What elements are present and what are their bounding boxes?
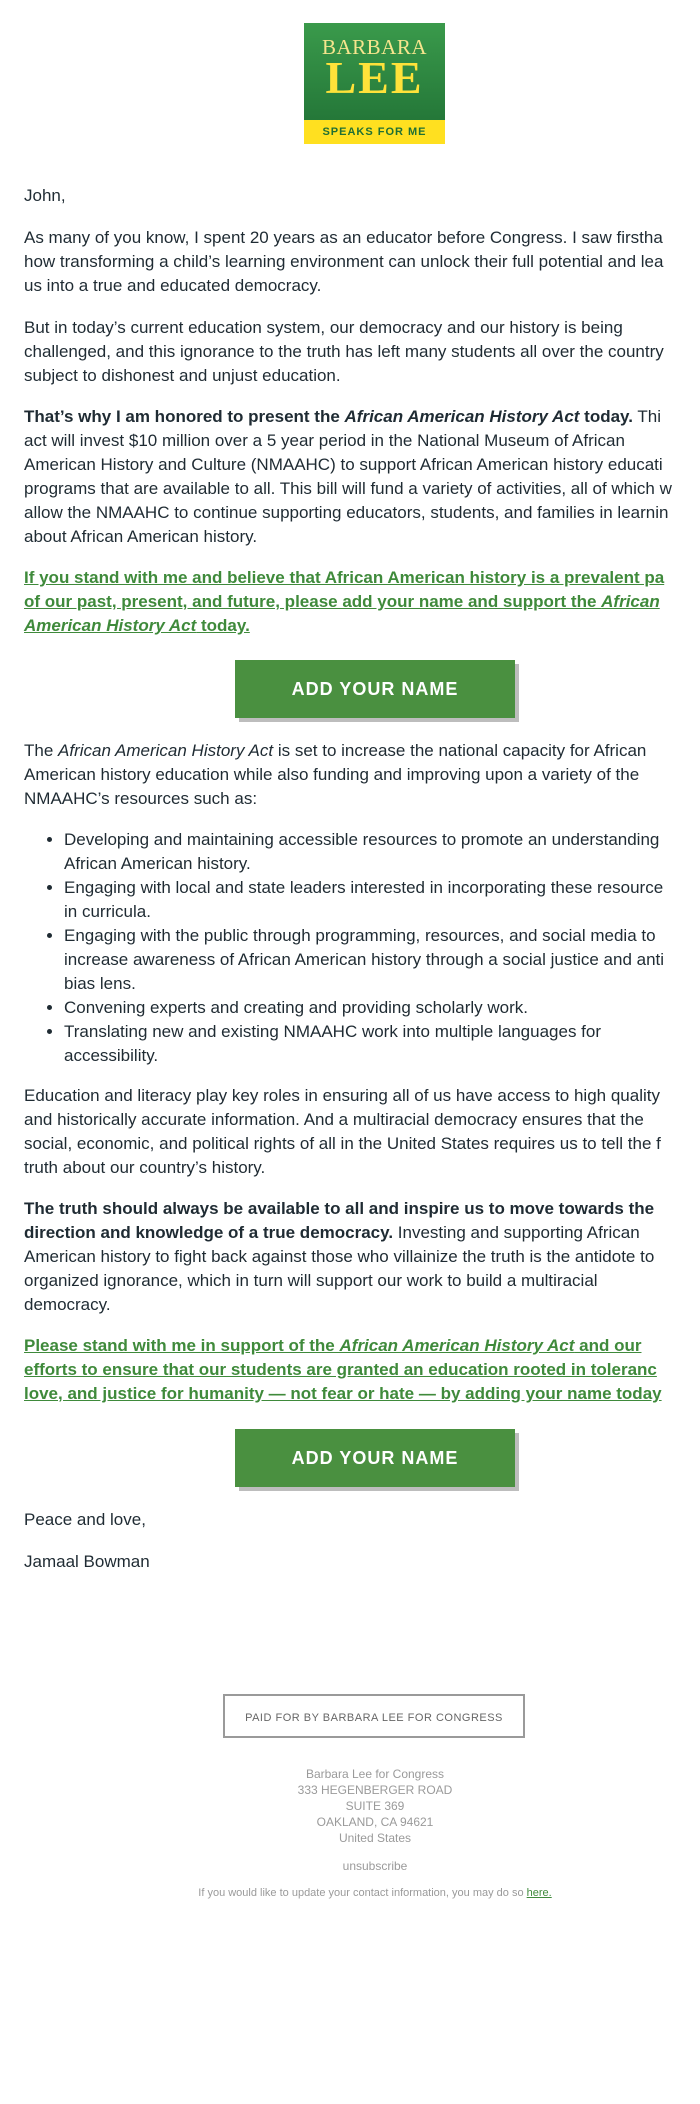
list-item: • Engaging with local and state leaders interested in incorporating these resource in curricula.: [64, 876, 664, 924]
footer-org: Barbara Lee for Congress: [305, 1767, 445, 1781]
paragraph-1: As many of you know, I spent 20 years as an educator before Congress. I saw firstha how transforming a child’s learning environment can unlock their full potential and lea us into a true and educated democracy.: [24, 228, 664, 295]
closing: Peace and love,: [24, 1510, 146, 1529]
logo-main-text: LEE: [325, 52, 424, 103]
barbara-lee-logo: [304, 23, 445, 144]
logo-tagline: SPEAKS FOR ME: [304, 120, 445, 144]
unsubscribe-link[interactable]: unsubscribe: [342, 1859, 408, 1873]
footer-city: OAKLAND, CA 94621: [316, 1815, 434, 1829]
paragraph-2: But in today’s current education system, our democracy and our history is being challenged, and this ignorance to the truth has left many students all over the country subject to dishonest and unjust education.: [24, 318, 664, 385]
resource-list: [24, 828, 664, 1068]
logo-top-text: BARBARA: [321, 35, 428, 59]
paragraph-6: The truth should always be available to all and inspire us to move towards the direction and knowledge of a true democracy. Investing and supporting African American history to fight back against those who villainize the truth is the antidote to organized ignorance, which in turn will support our work to build a multiracial democracy.: [24, 1199, 655, 1314]
paragraph-4: The African American History Act is set to increase the national capacity for African American history education while also funding and improving upon a variety of the NMAAHC’s resources such as:: [24, 741, 647, 808]
footer-street: 333 HEGENBERGER ROAD: [297, 1783, 453, 1797]
list-item: • Convening experts and creating and providing scholarly work.: [64, 996, 664, 1020]
update-here-link[interactable]: here.: [526, 1887, 552, 1899]
paragraph-5: Education and literacy play key roles in ensuring all of us have access to high quality and historically accurate information. And a multiracial democracy ensures that the social, economic, and political rights of all in the United States requires us to tell the f truth about our country’s history.: [24, 1086, 661, 1177]
support-link-2[interactable]: Please stand with me in support of the African American History Act and our efforts to ensure that our students are granted an education rooted in toleranc love, and justice for humanity — not fear or hate — by adding your name today: [24, 1336, 662, 1403]
add-your-name-button-2[interactable]: ADD YOUR NAME: [235, 1429, 515, 1487]
greeting: John,: [24, 186, 66, 205]
paid-for-disclaimer: PAID FOR BY BARBARA LEE FOR CONGRESS: [223, 1694, 525, 1738]
add-your-name-button[interactable]: ADD YOUR NAME: [235, 660, 515, 718]
footer-suite: SUITE 369: [345, 1799, 405, 1813]
footer-country: United States: [338, 1831, 412, 1845]
list-item: • Translating new and existing NMAAHC work into multiple languages for accessibility.: [64, 1020, 664, 1068]
update-contact-info: If you would like to update your contact information, you may do so here.: [198, 1887, 552, 1899]
paragraph-3: That’s why I am honored to present the African American History Act today. Thi act will invest $10 million over a 5 year period in the National Museum of African American History and Culture (NMAAHC) to support African American history educati programs that are available to all. This bill will fund a variety of activities, all of which w allow the NMAAHC to continue supporting educators, students, and families in learnin about African American history.: [24, 407, 672, 546]
list-item: • Engaging with the public through programming, resources, and social media to increase awareness of African American history through a social justice and anti bias lens.: [64, 924, 664, 996]
support-link-1[interactable]: If you stand with me and believe that African American history is a prevalent pa of our past, present, and future, please add your name and support the African American History Act today.: [24, 568, 665, 635]
signature: Jamaal Bowman: [24, 1552, 150, 1571]
list-item: • Developing and maintaining accessible resources to promote an understanding African American history.: [64, 828, 664, 876]
